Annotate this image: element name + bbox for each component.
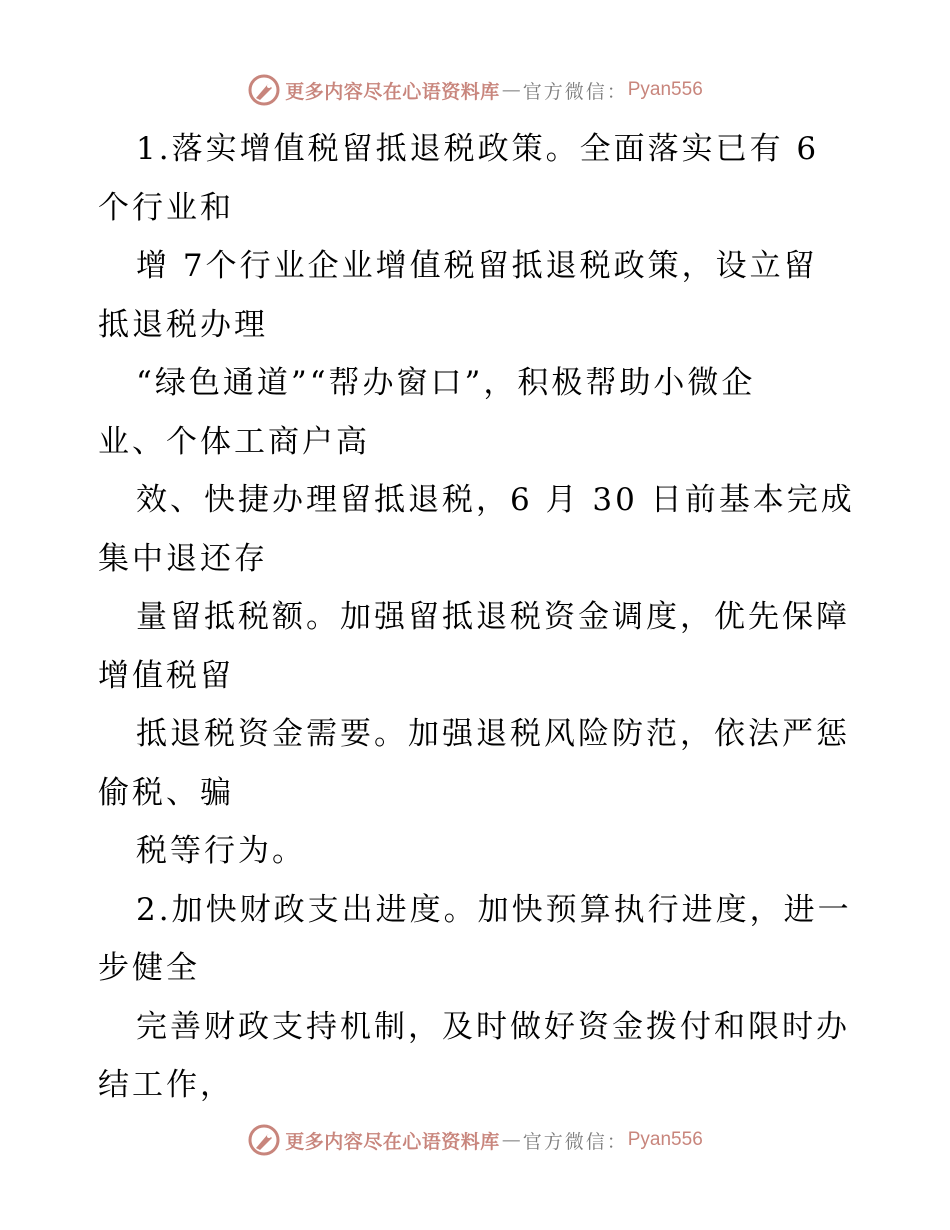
footer-watermark xyxy=(0,1120,950,1160)
watermark-text: 更多内容尽在心语资料库 xyxy=(285,80,500,103)
body-line: 偷税、骗 xyxy=(98,774,234,811)
body-line: 结工作， xyxy=(98,1067,234,1103)
body-line: 完善财政支持机制，及时做好资金拨付和限时办 xyxy=(136,1008,850,1045)
body-line: 1.落实增值税留抵退税政策。全面落实已有 6 xyxy=(136,131,820,167)
pen-nib-seal-icon xyxy=(247,73,281,107)
body-line: 税等行为。 xyxy=(136,833,306,869)
body-line: 量留抵税额。加强留抵退税资金调度，优先保障 xyxy=(136,599,850,635)
document-body xyxy=(98,120,858,1115)
body-line: 业、个体工商户高 xyxy=(98,423,370,460)
body-line: 个行业和 xyxy=(98,189,234,226)
watermark-dash: — xyxy=(501,1129,521,1151)
body-line: 效、快捷办理留抵退税，6 月 30 日前基本完成 xyxy=(136,482,855,518)
body-line: 增 7个行业企业增值税留抵退税政策，设立留 xyxy=(136,248,818,284)
header-watermark xyxy=(0,70,950,110)
body-line: 2.加快财政支出进度。加快预算执行进度，进一 xyxy=(136,891,852,928)
body-line: “绿色通道”“帮办窗口”，积极帮助小微企 xyxy=(136,365,756,401)
body-line: 抵退税资金需要。加强退税风险防范，依法严惩 xyxy=(136,716,850,752)
pen-nib-seal-icon xyxy=(247,1123,281,1157)
body-line: 步健全 xyxy=(98,950,200,986)
watermark-dash: — xyxy=(501,79,521,101)
body-line: 抵退税办理 xyxy=(98,306,268,343)
body-line: 集中退还存 xyxy=(98,540,268,577)
body-line: 增值税留 xyxy=(98,657,234,694)
watermark-official-label: 官方微信： xyxy=(522,80,628,103)
watermark-wechat-id: Pyan556 xyxy=(627,1129,703,1150)
watermark-text: 更多内容尽在心语资料库 xyxy=(285,1130,500,1153)
watermark-wechat-id: Pyan556 xyxy=(627,79,703,100)
watermark-official-label: 官方微信： xyxy=(522,1130,628,1153)
